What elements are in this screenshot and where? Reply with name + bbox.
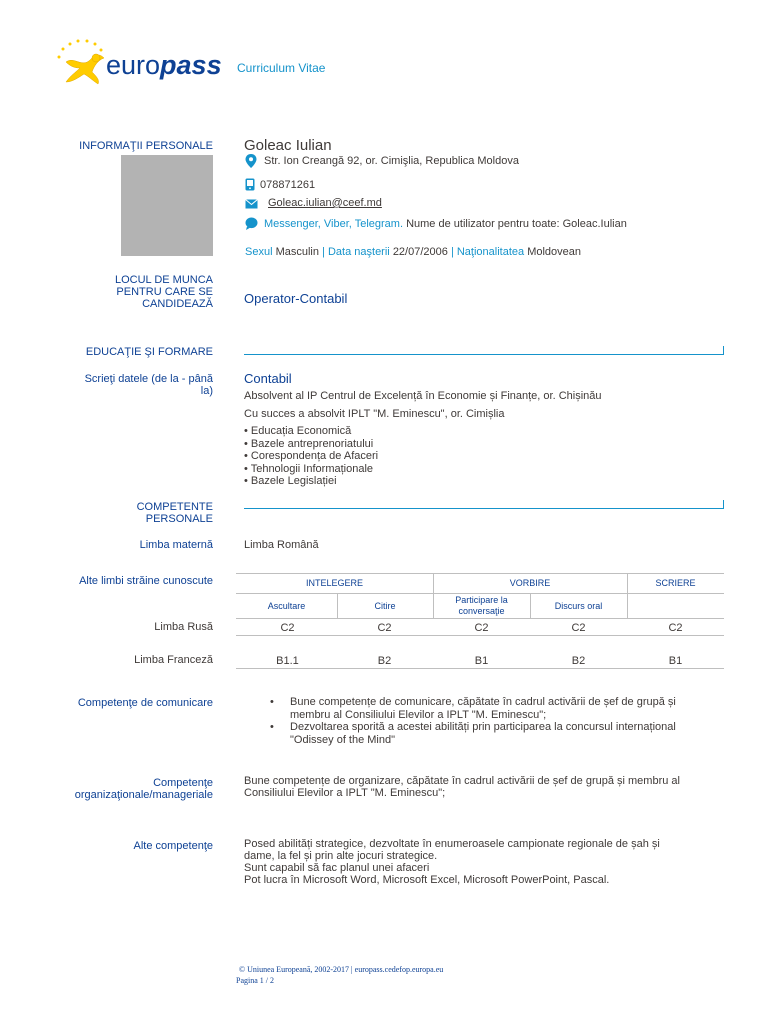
organizational-label (40, 777, 213, 801)
table-group-header: VORBIRE (509, 578, 551, 588)
list-item: • Educația Economică (244, 425, 352, 437)
job-label (40, 274, 213, 310)
education-line: Absolvent al IP Centrul de Excelență în Economie și Finanțe, or. Chișinău (244, 390, 602, 402)
table-border (236, 573, 724, 574)
skills-label (40, 501, 213, 525)
location-pin-icon (245, 154, 257, 168)
table-subheader: Citire (374, 601, 396, 611)
sex-label: Sexul (245, 246, 273, 258)
phone-text: 078871261 (260, 179, 316, 191)
education-label: EDUCAŢIE ŞI FORMARE (85, 346, 213, 358)
job-label-line: PENTRU CARE SE (116, 286, 213, 298)
sex-value: Masculin (275, 246, 319, 258)
skills-label-line: PERSONALE (145, 513, 213, 525)
level-cell: C2 (280, 622, 295, 634)
dates-label-line: la) (200, 385, 213, 397)
level-cell: B1 (474, 655, 489, 667)
separator: | (322, 246, 325, 258)
organizational-text (244, 775, 680, 799)
education-title: Contabil (244, 371, 292, 386)
table-group-header: SCRIERE (655, 578, 696, 588)
dates-label (40, 373, 213, 397)
mother-tongue-value: Limba Română (244, 539, 319, 551)
level-cell: C2 (668, 622, 683, 634)
table-col-divider (627, 573, 628, 618)
birth-value: 22/07/2006 (392, 246, 448, 258)
level-cell: B2 (571, 655, 586, 667)
subjects-list (244, 425, 378, 488)
job-value: Operator-Contabil (244, 291, 348, 306)
envelope-icon (245, 199, 258, 209)
photo-placeholder (121, 155, 213, 256)
skills-label-line: COMPETENTE (136, 501, 213, 513)
language-name: Limba Rusă (154, 621, 213, 633)
other-skills-label: Alte competenţe (133, 840, 213, 852)
nationality-value: Moldovean (527, 246, 582, 258)
level-cell: C2 (474, 622, 489, 634)
messenger-value: Nume de utilizator pentru toate: Goleac.Iulian (406, 218, 627, 230)
table-border (236, 635, 724, 636)
other-skills-line: Sunt capabil să fac planul unei afaceri (244, 862, 430, 874)
list-item: • Bazele antreprenoriatului (244, 437, 374, 450)
birth-label: Data naşterii (327, 246, 390, 258)
organizational-line: Consiliului Elevilor a IPLT "M. Eminescu"; (244, 787, 446, 799)
messenger-label: Messenger, Viber, Telegram. (264, 218, 404, 230)
level-cell: B1.1 (276, 655, 299, 667)
mobile-phone-icon (245, 178, 255, 191)
table-subheader: Participare la conversaţie (455, 595, 508, 616)
logo-euro-text: euro (106, 50, 161, 80)
other-skills-text (244, 838, 660, 886)
level-cell: B2 (377, 655, 392, 667)
nationality-label: Naţionalitatea (456, 246, 525, 258)
other-skills-line: Posed abilități strategice, dezvoltate în enumeroasele campionate regionale de șah și (244, 838, 660, 850)
footer-page-number: Pagina 1 / 2 (236, 976, 274, 985)
person-name: Goleac Iulian (244, 137, 332, 154)
logo-pass-text: pass (160, 50, 222, 80)
organizational-label-line: organizaţionale/manageriale (74, 789, 213, 801)
list-item: • Bune competențe de comunicare, căpătate în cadrul activării de șef de grupă și membru al Consiliului Elevilor a IPLT "M. Eminescu"; (270, 696, 676, 721)
table-group-header: INTELEGERE (305, 578, 363, 588)
address-text: Str. Ion Creangă 92, or. Cimişlia, Republica Moldova (264, 155, 519, 167)
footer-copyright: © Uniunea Europeană, 2002-2017 | europass.cedefop.europa.eu (239, 965, 444, 974)
other-skills-line: dame, la fel și prin alte jocuri strategice. (244, 850, 438, 862)
language-name: Limba Franceză (134, 654, 213, 666)
personal-details-line (245, 246, 581, 258)
level-cell: C2 (571, 622, 586, 634)
other-languages-label: Alte limbi străine cunoscute (79, 575, 213, 587)
chat-bubble-icon (245, 217, 258, 230)
list-item: • Dezvoltarea sporită a acestei abilități prin participarea la concursul internațional "Odissey of the Mind" (270, 721, 676, 746)
education-line: Cu succes a absolvit IPLT "M. Eminescu", or. Cimișlia (244, 408, 505, 420)
mother-tongue-label: Limba maternă (139, 539, 213, 551)
organizational-line: Bune competențe de organizare, căpătate în cadrul activării de șef de grupă și membru al (244, 775, 680, 787)
section-divider-tick (723, 500, 724, 509)
level-cell: B1 (668, 655, 683, 667)
europass-logo (52, 38, 232, 90)
other-skills-line: Pot lucra în Microsoft Word, Microsoft Excel, Microsoft PowerPoint, Pascal. (244, 874, 610, 886)
document-title: Curriculum Vitae (237, 61, 326, 75)
communication-label: Competenţe de comunicare (77, 697, 213, 709)
table-border (236, 668, 724, 669)
section-divider (244, 354, 724, 355)
section-divider-tick (723, 346, 724, 355)
table-border (236, 618, 724, 619)
list-item: • Corespondența de Afaceri (244, 450, 379, 462)
section-divider (244, 508, 724, 509)
table-subheader: Ascultare (267, 601, 306, 611)
organizational-label-line: Competenţe (153, 777, 213, 789)
level-cell: C2 (377, 622, 392, 634)
table-subheader: Discurs oral (554, 601, 603, 611)
communication-list (244, 696, 724, 746)
job-label-line: LOCUL DE MUNCA (115, 274, 213, 286)
separator: | (450, 246, 454, 258)
email-link[interactable]: Goleac.iulian@ceef.md (268, 197, 382, 209)
table-border (236, 593, 724, 594)
job-label-line: CANDIDEAZĂ (142, 298, 213, 310)
list-item: • Tehnologii Informaționale (244, 462, 374, 475)
personal-info-label: INFORMAŢII PERSONALE (79, 140, 213, 152)
dates-label-line: Scrieţi datele (de la - până (84, 373, 213, 385)
list-item: • Bazele Legislației (244, 475, 337, 487)
